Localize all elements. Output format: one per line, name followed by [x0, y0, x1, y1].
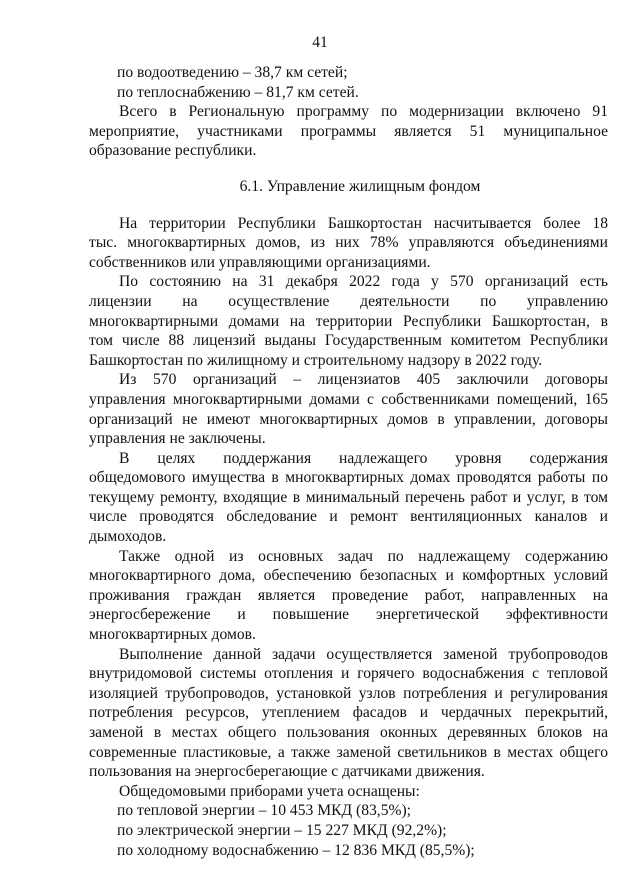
- text-line: По состоянию на 31 декабря 2022 года у 570 организаций есть: [119, 273, 608, 291]
- text-line: мероприятие, участниками программы является 51 муниципальное: [89, 122, 608, 140]
- text-line: числе проводятся обследование и ремонт вентиляционных каналов и: [89, 508, 608, 526]
- section-heading: 6.1. Управление жилищным фондом: [239, 177, 481, 195]
- text-line: образование республики.: [89, 142, 257, 160]
- text-line: по водоотведению – 38,7 км сетей;: [117, 64, 348, 81]
- text-line: тыс. многоквартирных домов, из них 78% управляются объединениями: [89, 234, 608, 252]
- text-line: Общедомовыми приборами учета оснащены:: [119, 782, 420, 800]
- text-line: том числе 88 лицензий выданы Государственным комитетом Республики: [89, 332, 608, 350]
- page-number: 41: [312, 34, 328, 51]
- text-line: Также одной из основных задач по надлежащему содержанию: [119, 547, 608, 565]
- text-line: многоквартирного дома, обеспечению безопасных и комфортных условий: [89, 567, 608, 585]
- text-line: многоквартирных домов.: [89, 626, 256, 644]
- text-line: внутридомовой системы отопления и горячего водоснабжения с тепловой: [89, 665, 608, 683]
- text-line: Башкортостан по жилищному и строительному надзору в 2022 году.: [89, 351, 543, 369]
- text-line: текущему ремонту, входящие в минимальный перечень работ и услуг, в том: [89, 488, 608, 506]
- text-line: общедомового имущества в многоквартирных домах проводятся работы по: [89, 469, 608, 487]
- text-line: по теплоснабжению – 81,7 км сетей.: [117, 83, 359, 101]
- text-line: многоквартирными домами на территории Республики Башкортостан, в: [89, 312, 608, 330]
- text-line: потребления ресурсов, утеплением фасадов и чердачных перекрытий,: [89, 704, 608, 722]
- text-line: Всего в Региональную программу по модернизации включено 91: [119, 103, 608, 121]
- text-line: Выполнение данной задачи осуществляется заменой трубопроводов: [119, 645, 608, 663]
- text-line: пользования на энергосберегающие с датчиками движения.: [89, 763, 485, 781]
- text-line: по холодному водоснабжению – 12 836 МКД (85,5%);: [117, 841, 475, 859]
- text-line: заменой в местах общего пользования оконных деревянных блоков на: [89, 724, 608, 741]
- text-line: На территории Республики Башкортостан насчитывается более 18: [119, 214, 608, 232]
- text-line: управления не заключены.: [89, 430, 266, 448]
- text-line: лицензии на осуществление деятельности по управлению: [89, 292, 608, 310]
- text-line: энергосбережение и повышение энергетической эффективности: [89, 606, 608, 624]
- text-line: Из 570 организаций – лицензиатов 405 заключили договоры: [119, 371, 608, 389]
- text-line: организаций не имеют многоквартирных домов в управлении, договоры: [89, 410, 608, 428]
- text-line: управления многоквартирными домами с собственниками помещений, 165: [89, 390, 608, 408]
- body-text: [89, 63, 608, 860]
- text-line: проживания граждан является проведение работ, направленных на: [89, 586, 608, 604]
- text-line: собственников или управляющими организациями.: [89, 253, 431, 271]
- text-line: дымоходов.: [89, 528, 167, 546]
- text-line: современные пластиковые, а также заменой светильников в местах общего: [89, 743, 608, 761]
- text-line: В целях поддержания надлежащего уровня содержания: [119, 449, 608, 467]
- text-line: изоляцией трубопроводов, установкой узлов потребления и регулирования: [89, 684, 608, 702]
- text-line: по электрической энергии – 15 227 МКД (92,2%);: [117, 821, 447, 839]
- text-line: по тепловой энергии – 10 453 МКД (83,5%);: [117, 802, 412, 820]
